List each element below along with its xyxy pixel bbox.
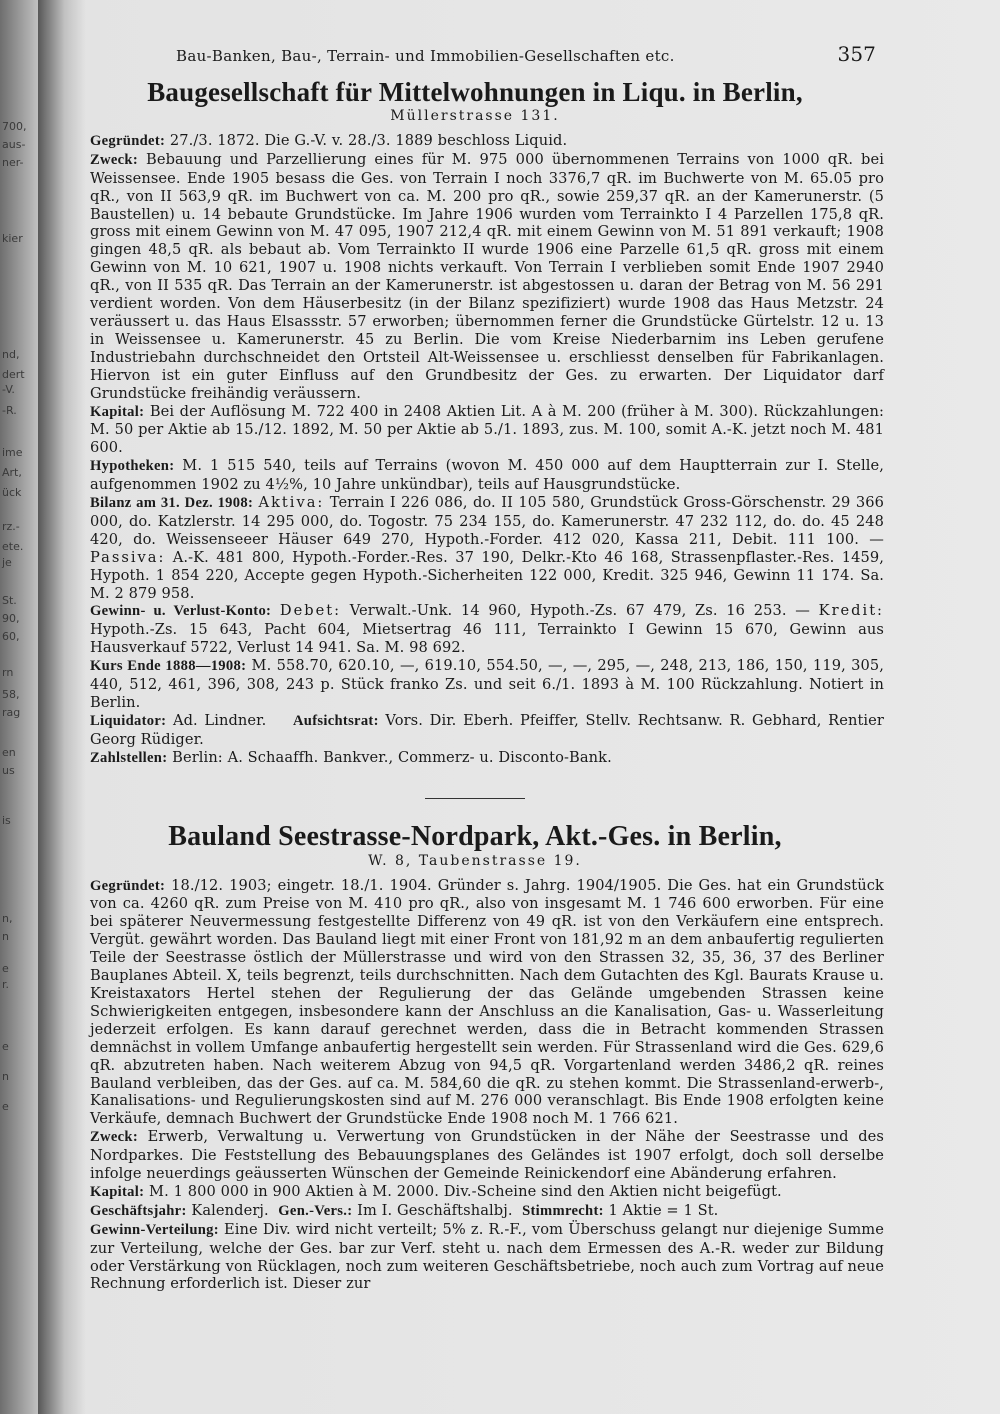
company-title: Baugesellschaft für Mittelwohnungen in Liqu. in Berlin, [147, 77, 803, 107]
fragment-word: ete. [2, 540, 24, 553]
section-zahlstellen [66, 749, 884, 768]
section-gegruendet [66, 132, 884, 151]
section-label: Hypotheken: [90, 458, 175, 475]
section-zweck [66, 1128, 884, 1183]
stimmrecht-text: 1 Aktie = 1 St. [608, 1201, 719, 1219]
section-label: Gewinn- u. Verlust-Konto: [90, 603, 272, 620]
section-text: Erwerb, Verwaltung u. Verwertung von Grundstücken in der Nähe der Seestrasse und des Nordparkes. Die Feststellung des Bebauungsplanes des Geländes ist 1907 erfolgt, doch soll derselbe infolge neuerdings geäusserten Wünschen der Gemeinde Reinickendorf eine Abänderung erfahren. [90, 1128, 884, 1183]
section-kurs [66, 657, 884, 712]
kredit-label: Kredit: [818, 602, 884, 620]
section-text: M. 1 800 000 in 900 Aktien à M. 2000. Div.-Scheine sind den Aktien nicht beigefügt. [149, 1182, 782, 1200]
section-label: Gegründet: [90, 132, 166, 149]
fragment-word: r. [2, 978, 10, 991]
running-head [66, 36, 884, 70]
fragment-word: -R. [2, 404, 17, 417]
fragment-word: e [2, 1100, 9, 1113]
fragment-word: is [2, 814, 11, 827]
fragment-word: ner- [2, 156, 24, 169]
gen-vers-label: Gen.-Vers.: [278, 1202, 353, 1219]
section-label: Gegründet: [90, 877, 166, 894]
gen-vers-text: Im I. Geschäftshalbj. [357, 1201, 513, 1219]
fragment-word: n [2, 1070, 9, 1083]
aufsichtsrat-label: Aufsichtsrat: [292, 712, 379, 729]
fragment-word: e [2, 1040, 9, 1053]
section-text: M. 558.70, 620.10, —, 619.10, 554.50, —, —, 295, —, 248, 213, 186, 150, 119, 305, 440, 512, 461, 396, 308, 243 p. Stück franko Zs. und seit 6./1. 1893 à M. 100 Rückzahlung. Notiert in Berlin. [90, 657, 884, 711]
section-text: Ad. Lindner. [172, 711, 267, 729]
section-label: Gewinn-Verteilung: [90, 1221, 219, 1238]
section-label: Zweck: [90, 1129, 139, 1146]
stimmrecht-label: Stimmrecht: [522, 1202, 604, 1219]
fragment-word: us [2, 764, 15, 777]
fragment-word: kier [2, 232, 23, 245]
section-label: Liquidator: [90, 712, 167, 729]
section-text: 18./12. 1903; eingetr. 18./1. 1904. Gründer s. Jahrg. 1904/1905. Die Ges. hat ein Grundstück von ca. 4260 qR. zum Preise von M. 410 pro qR., also von insgesamt M. 1 746 600 erworben. Für eine bei späterer Neuvermessung festgestellte Differenz von 49 qR. ist von den Verkäufern eine entsprech. Vergüt. gewährt worden. Das Bauland liegt mit einer Front von 181,92 m an dem anbaufertig regulierten Teile der Seestrasse östlich der Müllerstrasse und wird von den Strassen 32, 35, 36, 37 des Berliner Bauplanes Abteil. X, teils begrenzt, teils durchschnitten. Nach dem Gutachten des Kgl. Baurats Krause u. Kreistaxators Hertel stehen der Regulierung der das Gelände umgebenden Strassen keine Schwierigkeiten entgegen, insbesondere kann der Anschluss an die Kanalisation, Gas- u. Wasserleitung jederzeit erfolgen. Es kann darauf gerechnet werden, dass die in Betracht kommenden Strassen demnächst in vollem Umfange anbaufertig hergestellt sein werden. Für Strassenland wird die Ges. 629,6 qR. abzutreten haben. Nach weiterem Abzug von 94,5 qR. Vorgartenland werden 3486,2 qR. reines Bauland verbleiben, das der Ges. auf ca. M. 584,60 die qR. zu stehen kommt. Die Strassenland-erwerb-, Kanalisations- und Regulierungskosten sind auf M. 276 000 veranschlagt. Bis Ende 1908 erfolgten keine Verkäufe, demnach Buchwert der Grundstücke Ende 1908 noch M. 1 766 621. [90, 876, 884, 1128]
section-text: M. 1 515 540, teils auf Terrains (wovon M. 450 000 auf dem Hauptterrain zur I. Stelle, aufgenommen 1902 zu 4½%, 10 Jahre unkündbar), teils auf Hausgrundstücke. [90, 457, 884, 494]
passiva-text: A.-K. 481 800, Hypoth.-Forder.-Res. 37 190, Delkr.-Kto 46 168, Strassenpflaster.-Res. 1459, Hypoth. 1 854 220, Accepte gegen Hypoth.-Sicherheiten 122 000, Kredit. 325 946, Gewinn 11 174. Sa. M. 2 879 958. [90, 548, 884, 602]
section-hypotheken [66, 457, 884, 494]
debet-label: Debet: [279, 602, 342, 620]
passiva-label: Passiva: [90, 548, 166, 566]
fragment-word: dert [2, 368, 25, 381]
section-text: 27./3. 1872. Die G.-V. v. 28./3. 1889 beschloss Liquid. [169, 131, 568, 149]
section-text: Bei der Auflösung M. 722 400 in 2408 Aktien Lit. A à M. 200 (früher à M. 300). Rückzahlungen: M. 50 per Aktie ab 15./12. 1892, M. 50 per Aktie ab 5./1. 1893, zus. M. 100, somit A.-K. jetzt noch M. 481 600. [90, 402, 884, 457]
fragment-word: aus- [2, 138, 26, 151]
fragment-word: 90, [2, 612, 20, 625]
fragment-word: rag [2, 706, 21, 719]
section-text: Eine Div. wird nicht verteilt; 5% z. R.-F., vom Überschuss gelangt nur diejenige Summe zur Verteilung, welche der Ges. bar zur Verf. steht u. nach dem Ermessen des A.-R. weder zur Bildung oder Verstärkung von Rücklagen, noch zum weiteren Geschäftsbetriebe, noch auch zum Vortrag auf neue Rechnung erforderlich ist. Dieser zur [90, 1220, 884, 1293]
fragment-word: 60, [2, 630, 20, 643]
section-label: Zweck: [90, 151, 139, 168]
kredit-text: Hypoth.-Zs. 15 643, Pacht 604, Mietsertrag 46 111, Terrainkto I Gewinn 15 670, Gewinn aus Hausverkauf 5722, Verlust 14 941. Sa. M. 98 692. [90, 621, 884, 657]
section-gegruendet [66, 877, 884, 1129]
fragment-word: e [2, 962, 9, 975]
running-head-title: Bau-Banken, Bau-, Terrain- und Immobilien-Gesellschaften etc. [176, 47, 675, 65]
section-label: Zahlstellen: [90, 749, 168, 766]
section-label: Kurs Ende 1888—1908: [90, 658, 247, 675]
section-kapital [66, 1183, 884, 1202]
fragment-word: n, [2, 912, 13, 925]
company-address: W. 8, Taubenstrasse 19. [368, 852, 582, 869]
aufsichtsrat-text: Vors. Dir. Eberh. Pfeiffer, Stellv. Rechtsanw. R. Gebhard, Rentier Georg Rüdiger. [90, 711, 884, 748]
section-gewinn-verlust [66, 602, 884, 657]
fragment-word: je [2, 556, 12, 569]
section-label: Kapital: [90, 403, 145, 420]
section-text: Kalenderj. [191, 1201, 269, 1219]
debet-text: Verwalt.-Unk. 14 960, Hypoth.-Zs. 67 479, Zs. 16 253. — [349, 602, 810, 620]
section-geschaeftsjahr [66, 1202, 884, 1221]
section-bilanz [66, 494, 884, 602]
section-kapital [66, 403, 884, 458]
section-label: Geschäftsjahr: [90, 1202, 187, 1219]
section-zweck [66, 151, 884, 403]
fragment-word: 58, [2, 688, 20, 701]
fragment-word: 700, [2, 120, 27, 133]
fragment-word: ück [2, 486, 22, 499]
fragment-word: rn [2, 666, 14, 679]
section-label: Bilanz am 31. Dez. 1908: [90, 495, 254, 512]
aktiva-label: Aktiva: [258, 494, 325, 512]
fragment-word: n [2, 930, 9, 943]
fragment-word: St. [2, 594, 17, 607]
company-title: Bauland Seestrasse-Nordpark, Akt.-Ges. in Berlin, [168, 820, 782, 852]
fragment-word: Art, [2, 466, 22, 479]
fragment-word: nd, [2, 348, 20, 361]
fragment-word: ime [2, 446, 23, 459]
adjacent-page-fragment [0, 100, 40, 1374]
company-entry-2 [66, 821, 884, 1294]
section-text: Berlin: A. Schaaffh. Bankver., Commerz- u. Disconto-Bank. [172, 748, 612, 766]
page-number: 357 [837, 42, 876, 66]
section-liquidator [66, 712, 884, 749]
section-text: Bebauung und Parzellierung eines für M. 975 000 übernommenen Terrains von 1000 qR. bei Weissensee. Ende 1905 besass die Ges. von Terrain I noch 3376,7 qR. im Buchwerte von M. 65.05 pro qR., von II 563,9 qR. im Buchwert von ca. M. 200 pro qR., sowie 259,37 qR. an der Kamerunerstr. (5 Baustellen) u. 14 bebaute Grundstücke. Im Jahre 1906 wurden vom Terrainkto I 4 Parzellen 175,8 qR. gross mit einem Gewinn von M. 47 095, 1907 212,4 qR. mit einem Gewinn von M. 51 891 verkauft; 1908 gingen 48,5 qR. als bebaut ab. Vom Terrainkto II wurde 1906 eine Parzelle 61,5 qR. gross mit einem Gewinn von M. 10 621, 1907 u. 1908 nichts verkauft. Von Terrain I verblieben somit Ende 1907 2940 qR., von II 535 qR. Das Terrain an der Kamerunerstr. ist abgestossen u. daran der Betrag von M. 56 291 verdient worden. Von dem Häuserbesitz (in der Bilanz spezifiziert) wurde 1908 das Haus Metzstr. 24 veräussert u. das Haus Elsassstr. 57 erworben; übernommen ferner die Grundstücke Gürtelstr. 12 u. 13 in Weissensee u. Kamerunerstr. 45 zu Berlin. Die vom Kreise Niederbarnim ins Leben gerufene Industriebahn durchschneidet den Ortsteil Alt-Weissensee u. erschliesst denselben für Fabrikanlagen. Hiervon ist ein guter Einfluss auf den Grundbesitz der Ges. zu erwarten. Der Liquidator darf Grundstücke freihändig veräussern. [90, 150, 884, 402]
section-divider [425, 798, 525, 799]
section-label: Kapital: [90, 1183, 145, 1200]
fragment-word: en [2, 746, 16, 759]
document-page [66, 36, 884, 1406]
aktiva-text: Terrain I 226 086, do. II 105 580, Grundstück Gross-Görschenstr. 29 366 000, do. Katzlerstr. 14 295 000, do. Togostr. 75 234 155, do. Kamerunerstr. 47 232 112, do. do. 45 248 420, do. Weissenseeer Häuser 649 270, Hypoth.-Forder. 412 020, Kassa 211, Debit. 111 100. — [90, 494, 884, 548]
section-gewinn-verteilung [66, 1221, 884, 1294]
company-address: Müllerstrasse 131. [390, 108, 560, 124]
fragment-word: -V. [2, 383, 15, 396]
fragment-word: rz.- [2, 520, 20, 533]
company-entry-1 [66, 76, 884, 768]
